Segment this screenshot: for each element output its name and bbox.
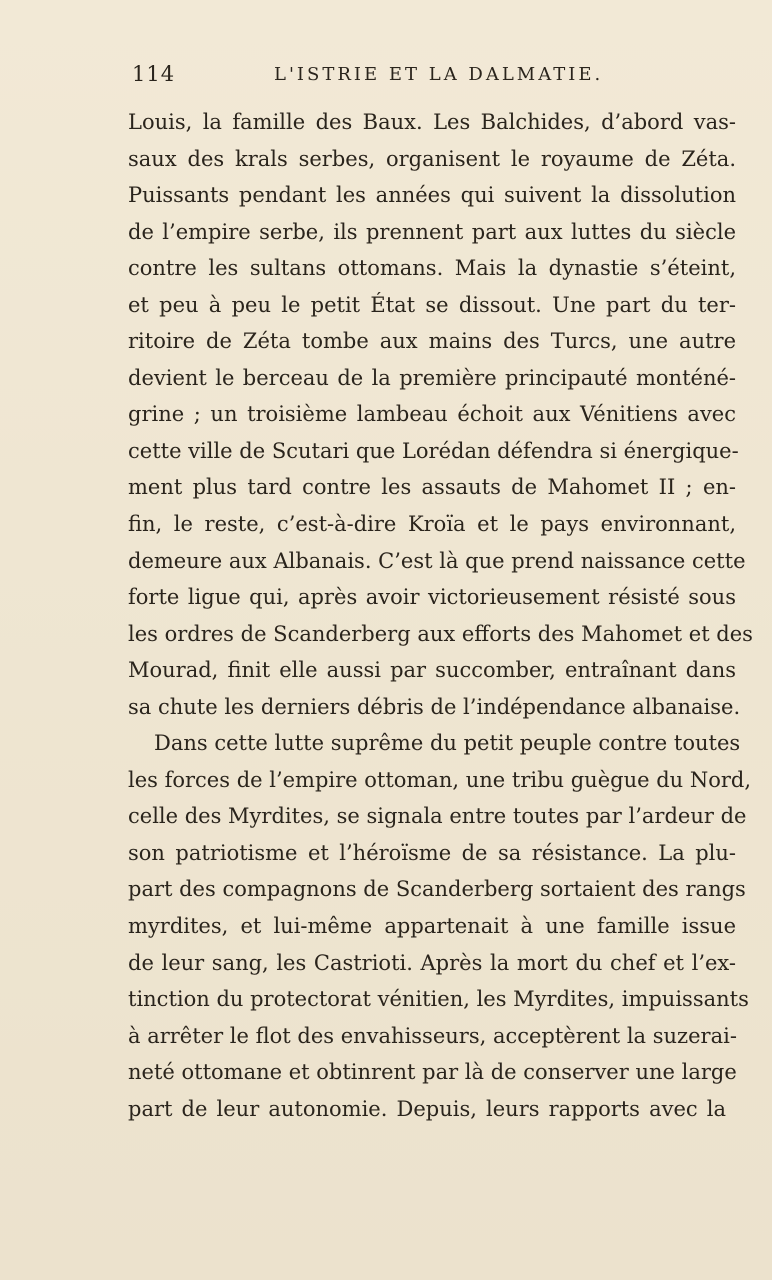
body-text bbox=[128, 104, 753, 1127]
text-line: myrdites, et lui-même appartenait à une famille issue bbox=[128, 914, 736, 939]
text-line: neté ottomane et obtinrent par là de conserver une large bbox=[128, 1060, 737, 1085]
text-line: contre les sultans ottomans. Mais la dynastie s’éteint, bbox=[128, 256, 736, 281]
text-line: demeure aux Albanais. C’est là que prend naissance cette bbox=[128, 548, 746, 573]
text-line: grine ; un troisième lambeau échoit aux Vénitiens avec bbox=[128, 402, 736, 427]
text-line: et peu à peu le petit État se dissout. Une part du ter- bbox=[128, 292, 736, 317]
paragraph-start-line: Dans cette lutte suprême du petit peuple contre toutes bbox=[154, 731, 741, 756]
text-line: de l’empire serbe, ils prennent part aux luttes du siècle bbox=[128, 219, 736, 244]
text-line: Puissants pendant les années qui suivent la dissolution bbox=[128, 183, 736, 208]
text-line: Louis, la famille des Baux. Les Balchides, d’abord vas- bbox=[128, 110, 736, 134]
page-header bbox=[128, 62, 728, 92]
text-line: les ordres de Scanderberg aux efforts des Mahomet et des bbox=[128, 621, 753, 646]
text-line: part de leur autonomie. Depuis, leurs rapports avec la bbox=[128, 1096, 726, 1121]
text-line: forte ligue qui, après avoir victorieusement résisté sous bbox=[128, 585, 736, 610]
text-line: de leur sang, les Castrioti. Après la mort du chef et l’ex- bbox=[128, 950, 736, 975]
text-line: à arrêter le flot des envahisseurs, acceptèrent la suzerai- bbox=[128, 1023, 737, 1048]
text-line: saux des krals serbes, organisent le royaume de Zéta. bbox=[128, 146, 736, 171]
text-line: fin, le reste, c’est-à-dire Kroïa et le pays environnant, bbox=[128, 512, 736, 537]
text-line: cette ville de Scutari que Lorédan défendra si énergique- bbox=[128, 438, 739, 463]
text-line: les forces de l’empire ottoman, une tribu guègue du Nord, bbox=[128, 767, 752, 792]
text-line: tinction du protectorat vénitien, les Myrdites, impuissants bbox=[128, 987, 749, 1012]
text-line: celle des Myrdites, se signala entre toutes par l’ardeur de bbox=[128, 804, 747, 829]
text-line: son patriotisme et l’héroïsme de sa résistance. La plu- bbox=[128, 840, 736, 865]
text-line: ment plus tard contre les assauts de Mahomet II ; en- bbox=[128, 475, 736, 500]
text-line: devient le berceau de la première principauté monténé- bbox=[128, 365, 736, 390]
running-title: L'ISTRIE ET LA DALMATIE. bbox=[274, 64, 604, 85]
page-number: 114 bbox=[132, 62, 176, 86]
paragraph-end-line: sa chute les derniers débris de l’indépendance albanaise. bbox=[128, 694, 741, 719]
text-line: part des compagnons de Scanderberg sortaient des rangs bbox=[128, 877, 746, 902]
text-line: Mourad, finit elle aussi par succomber, entraînant dans bbox=[128, 658, 736, 683]
text-line: ritoire de Zéta tombe aux mains des Turcs, une autre bbox=[128, 329, 736, 354]
